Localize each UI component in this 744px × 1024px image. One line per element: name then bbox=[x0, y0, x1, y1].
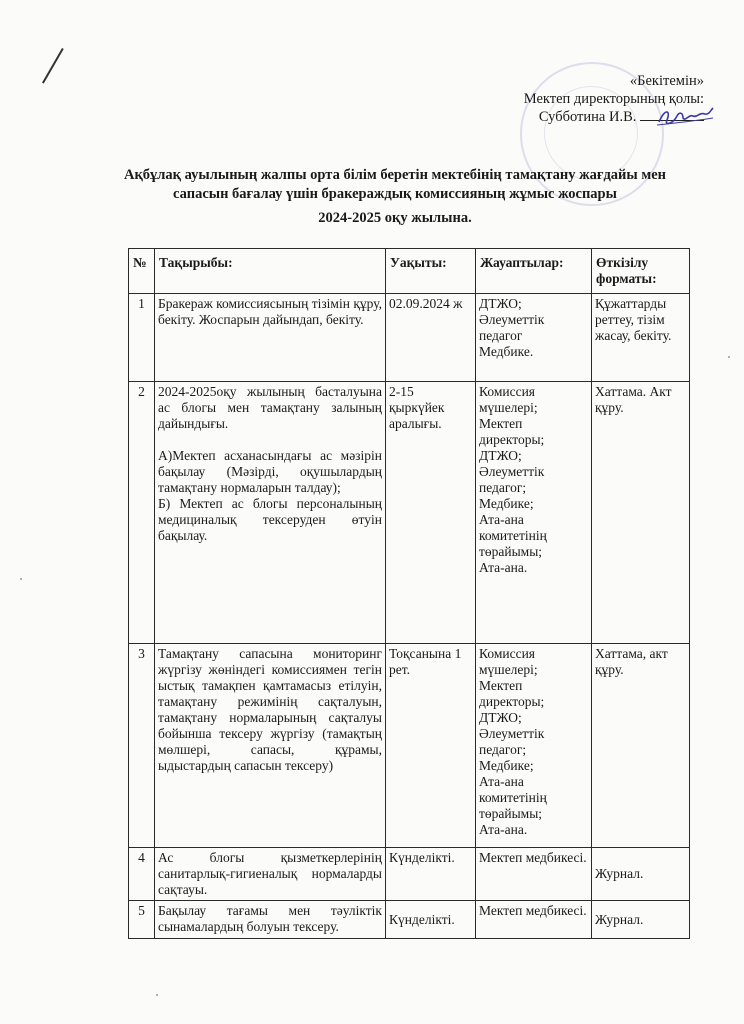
approval-role: Мектеп директорының қолы: bbox=[523, 91, 704, 107]
approval-label: «Бекітемін» bbox=[629, 73, 704, 89]
table-header-row bbox=[129, 249, 690, 294]
topic-line: Ас блогы қызметкерлерінің санитарлық-гигиеналық нормаларды сақтауы. bbox=[158, 850, 382, 897]
row-responsible bbox=[476, 382, 592, 644]
row-topic bbox=[155, 644, 386, 848]
responsible-item: Әлеуметтік педагог; bbox=[479, 464, 545, 495]
header-number: № bbox=[129, 249, 155, 294]
responsible-item: Медбике; bbox=[479, 496, 534, 511]
row-time: Тоқсанына 1 рет. bbox=[386, 644, 476, 848]
table-row bbox=[129, 382, 690, 644]
responsible-item: Комиссия мүшелері; bbox=[479, 384, 538, 415]
responsible-item: Медбике. bbox=[479, 344, 534, 359]
table-row bbox=[129, 644, 690, 848]
responsible-item: Мектеп директоры; bbox=[479, 678, 545, 709]
row-responsible bbox=[476, 848, 592, 901]
signature bbox=[655, 104, 715, 130]
header-topic: Тақырыбы: bbox=[155, 249, 386, 294]
responsible-item: Мектеп медбикесі. bbox=[479, 903, 587, 918]
row-number: 1 bbox=[129, 294, 155, 382]
row-format: Хаттама, акт құру. bbox=[592, 644, 690, 848]
approval-name: Субботина И.В. bbox=[538, 109, 637, 125]
row-responsible bbox=[476, 294, 592, 382]
row-time: Күнделікті. bbox=[386, 901, 476, 939]
responsible-item: Комиссия мүшелері; bbox=[479, 646, 538, 677]
responsible-item: Ата-ана комитетінің төрайымы; bbox=[479, 774, 547, 821]
row-format: Құжаттарды реттеу, тізім жасау, бекіту. bbox=[592, 294, 690, 382]
table-row bbox=[129, 848, 690, 901]
document-year: 2024-2025 оқу жылына. bbox=[318, 210, 472, 226]
header-responsible: Жауаптылар: bbox=[476, 249, 592, 294]
row-format: Хаттама. Акт құру. bbox=[592, 382, 690, 644]
topic-line: 2024-2025оқу жылының басталуына ас блогы мен тамақтану залының дайындығы. bbox=[158, 384, 382, 431]
header-time: Уақыты: bbox=[386, 249, 476, 294]
responsible-item: Әлеуметтік педагог; bbox=[479, 726, 545, 757]
scan-speck bbox=[20, 578, 22, 580]
responsible-item: ДТЖО; bbox=[479, 710, 522, 725]
responsible-item: Мектеп медбикесі. bbox=[479, 850, 587, 865]
row-topic bbox=[155, 294, 386, 382]
responsible-item: Ата-ана комитетінің төрайымы; bbox=[479, 512, 547, 559]
row-number: 5 bbox=[129, 901, 155, 939]
row-format: Журнал. bbox=[592, 848, 690, 901]
row-topic bbox=[155, 382, 386, 644]
topic-line: Бақылау тағамы мен тәуліктік сынамалардың болуын тексеру. bbox=[158, 903, 382, 934]
responsible-item: Әлеуметтік педагог bbox=[479, 312, 545, 343]
row-number: 3 bbox=[129, 644, 155, 848]
row-format: Журнал. bbox=[592, 901, 690, 939]
row-topic bbox=[155, 848, 386, 901]
row-responsible bbox=[476, 901, 592, 939]
scan-speck bbox=[156, 994, 158, 996]
topic-line: Бракераж комиссиясының тізімін құру, бекіту. Жоспарын дайындап, бекіту. bbox=[158, 296, 382, 327]
responsible-item: ДТЖО; bbox=[479, 448, 522, 463]
row-time: 02.09.2024 ж bbox=[386, 294, 476, 382]
responsible-item: Мектеп директоры; bbox=[479, 416, 545, 447]
table-row bbox=[129, 294, 690, 382]
responsible-item: Медбике; bbox=[479, 758, 534, 773]
responsible-item: Ата-ана. bbox=[479, 822, 528, 837]
responsible-item: ДТЖО; bbox=[479, 296, 522, 311]
plan-table bbox=[128, 248, 690, 939]
row-number: 2 bbox=[129, 382, 155, 644]
table-row bbox=[129, 901, 690, 939]
pen-mark bbox=[42, 48, 64, 84]
row-number: 4 bbox=[129, 848, 155, 901]
row-time: 2-15 қыркүйек аралығы. bbox=[386, 382, 476, 644]
topic-line: Тамақтану сапасына мониторинг жүргізу жөніндегі комиссиямен тегін ыстық тамақпен қамтамасыз етілуін, тамақтану режимінің сақталуын, тамақтану нормаларының сақталуы бойынша тексеру жүргізу (тамақтың мөлшері, сапасы, құрамы, ыдыстардың сапасын тексеру) bbox=[158, 646, 382, 773]
document-title: Ақбұлақ ауылының жалпы орта білім беретін мектебінің тамақтану жағдайы мен сапасын бағалау үшін бракераждық комиссияның жұмыс жоспары bbox=[123, 167, 667, 202]
topic-line: А)Мектеп асханасындағы ас мәзірін бақылау (Мәзірді, оқушылардың тамақтану нормаларын талдау); bbox=[158, 448, 382, 495]
row-topic bbox=[155, 901, 386, 939]
topic-line: Б) Мектеп ас блогы персоналының медициналық тексеруден өтуін бақылау. bbox=[158, 496, 382, 543]
header-format: Өткізілу форматы: bbox=[592, 249, 690, 294]
responsible-item: Ата-ана. bbox=[479, 560, 528, 575]
row-time: Күнделікті. bbox=[386, 848, 476, 901]
row-responsible bbox=[476, 644, 592, 848]
scan-speck bbox=[728, 356, 730, 358]
